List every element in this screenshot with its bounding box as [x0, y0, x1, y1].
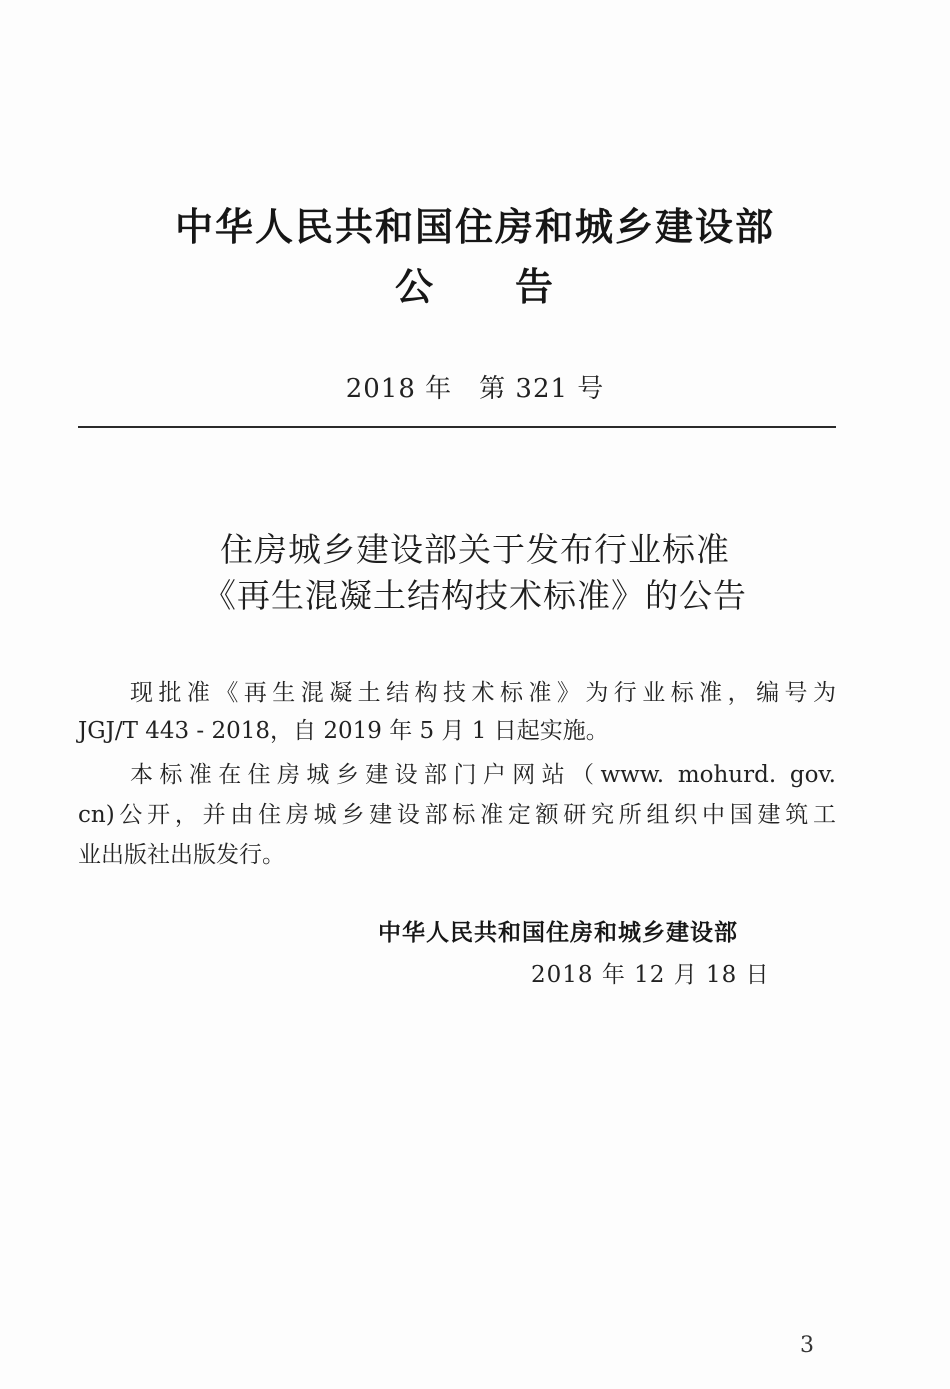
issuer-heading: 中华人民共和国住房和城乡建设部	[174, 205, 775, 249]
signature-date: 2018 年 12 月 18 日	[531, 962, 770, 988]
document-type-heading: 公 告	[394, 265, 555, 309]
body-paragraph-2-line-2: cn)公开，并由住房城乡建设部标准定额研究所组织中国建筑工	[78, 802, 836, 828]
body-paragraph-2-line-3: 业出版社出版发行。	[78, 842, 285, 868]
body-paragraph-1-line-1: 现批准《再生混凝土结构技术标准》为行业标准，编号为	[130, 680, 836, 706]
body-paragraph-1-line-2: JGJ/T 443 - 2018，自 2019 年 5 月 1 日起实施。	[78, 718, 609, 744]
header-divider	[78, 426, 836, 428]
signature-organization: 中华人民共和国住房和城乡建设部	[378, 920, 738, 946]
announcement-title-line-1: 住房城乡建设部关于发布行业标准	[220, 530, 730, 569]
page-number: 3	[800, 1333, 814, 1358]
body-paragraph-2-line-1: 本标准在住房城乡建设部门户网站（www. mohurd. gov.	[130, 762, 836, 788]
announcement-title-line-2: 《再生混凝土结构技术标准》的公告	[203, 576, 747, 615]
document-number: 2018 年 第 321 号	[345, 374, 605, 404]
